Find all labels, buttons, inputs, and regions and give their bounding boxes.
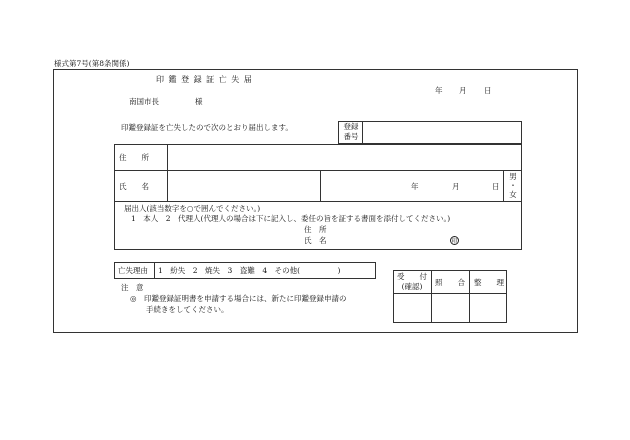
seal-mark: 印 [451, 238, 458, 245]
notes-heading: 注 意 [121, 283, 144, 292]
birth-day-label: 日 [492, 182, 500, 191]
applicant-options: 1 本人 2 代理人(代理人の場合は下に記入し、委任の旨を証する書面を添付してください。) [131, 214, 451, 223]
date-year-label: 年 [435, 86, 443, 95]
office-processing-label: 整 理 [474, 278, 504, 287]
notes-line2: 手続きをしてください。 [146, 305, 229, 314]
intro-text: 印鑑登録証を亡失したので次のとおり届出します。 [121, 123, 293, 132]
loss-reason-options[interactable]: 1 紛失 2 焼失 3 盗難 4 その他( ) [158, 266, 341, 275]
addressee-name: 南国市長 [129, 97, 159, 106]
name-field[interactable] [170, 172, 316, 199]
office-verification-label: 照 合 [435, 278, 465, 287]
office-received-label: 受 付 (確認) [397, 272, 427, 291]
addressee-suffix: 様 [195, 97, 203, 106]
address-label: 住 所 [119, 153, 149, 162]
applicant-heading: 届出人(該当数字を○で囲んでください。) [124, 204, 261, 213]
applicant-name-label: 氏 名 [304, 236, 327, 245]
registration-number-label: 登録 番号 [343, 122, 359, 141]
date-day-label: 日 [484, 86, 492, 95]
applicant-address-label: 住 所 [304, 225, 327, 234]
name-label: 氏 名 [119, 182, 149, 191]
loss-reason-label: 亡失理由 [118, 266, 148, 275]
address-field[interactable] [170, 146, 518, 168]
form-title: 印 鑑 登 録 証 亡 失 届 [156, 75, 253, 84]
birth-month-label: 月 [452, 182, 460, 191]
notes-line1: ◎ 印鑑登録証明書を申請する場合には、新たに印鑑登録申請の [130, 294, 347, 303]
registration-number-box[interactable] [338, 121, 522, 144]
birth-year-label: 年 [411, 182, 419, 191]
gender-label: 男 ・ 女 [509, 172, 517, 199]
style-number: 様式第7号(第8条関係) [54, 59, 130, 68]
date-month-label: 月 [459, 86, 467, 95]
